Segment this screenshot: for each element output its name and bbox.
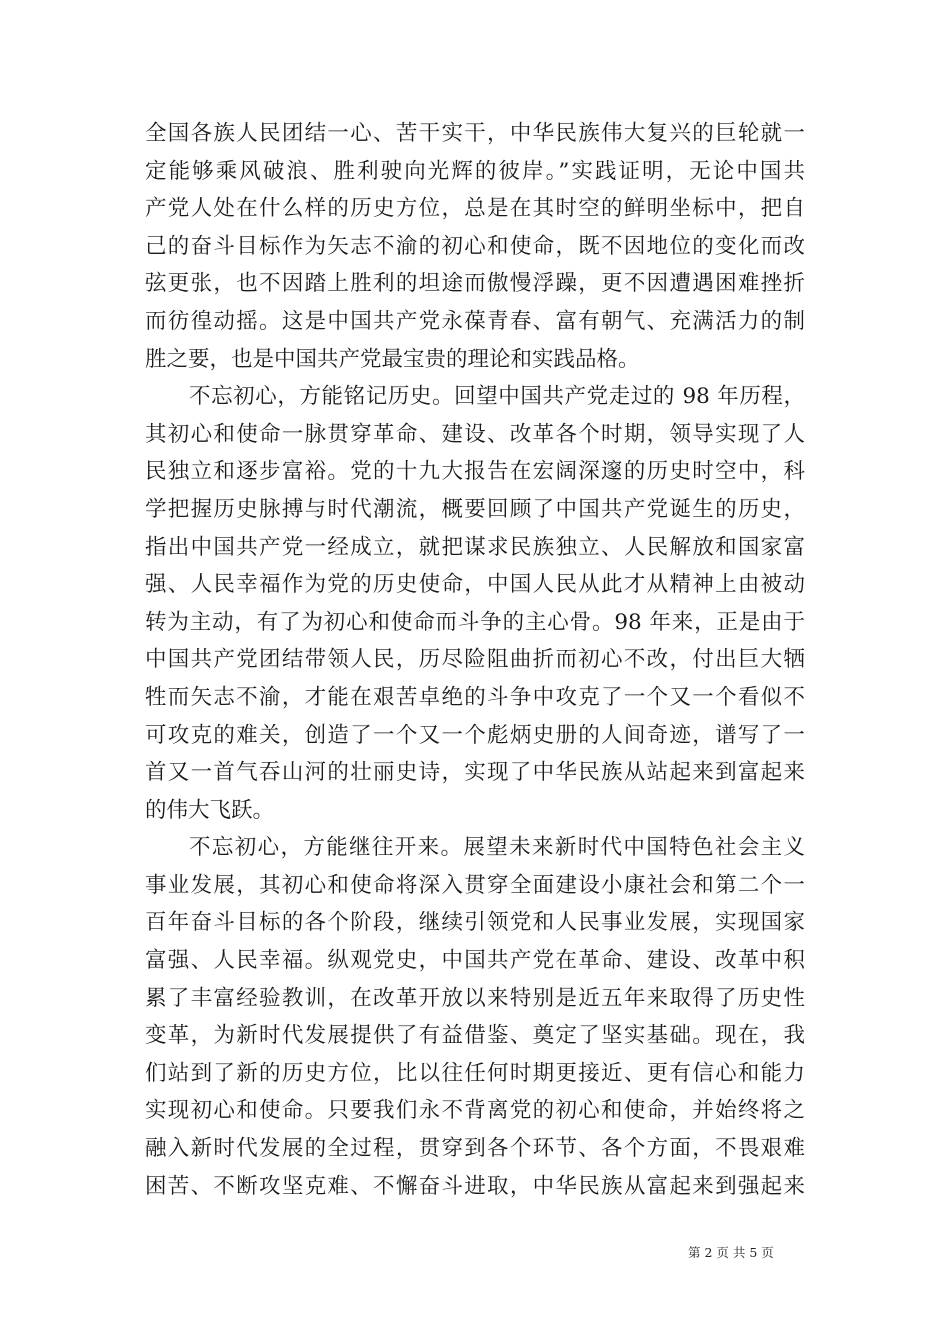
text-line: 强、人民幸福作为党的历史使命，中国人民从此才从精神上由被动 xyxy=(145,572,805,598)
text-line: 指出中国共产党一经成立，就把谋求民族独立、人民解放和国家富 xyxy=(145,534,805,560)
text-line: 民独立和逐步富裕。党的十九大报告在宏阔深邃的历史时空中，科 xyxy=(145,459,805,485)
text-line: 其初心和使命一脉贯穿革命、建设、改革各个时期，领导实现了人 xyxy=(145,421,805,447)
paragraph-2 xyxy=(145,378,805,829)
text-line: 不忘初心，方能继往开来。展望未来新时代中国特色社会主义 xyxy=(189,835,805,861)
text-line: 学把握历史脉搏与时代潮流，概要回顾了中国共产党诞生的历史， xyxy=(145,496,805,522)
text-line: 融入新时代发展的全过程，贯穿到各个环节、各个方面，不畏艰难 xyxy=(145,1136,805,1162)
text-line: 累了丰富经验教训，在改革开放以来特别是近五年来取得了历史性 xyxy=(145,985,805,1011)
text-line: 困苦、不断攻坚克难、不懈奋斗进取，中华民族从富起来到强起来 xyxy=(145,1173,805,1199)
text-line: 胜之要，也是中国共产党最宝贵的理论和实践品格。 xyxy=(145,346,640,372)
text-line: 事业发展，其初心和使命将深入贯穿全面建设小康社会和第二个一 xyxy=(145,872,805,898)
text-line: 弦更张，也不因踏上胜利的坦途而傲慢浮躁，更不因遭遇困难挫折 xyxy=(145,271,805,297)
text-line: 富强、人民幸福。纵观党史，中国共产党在革命、建设、改革中积 xyxy=(145,948,805,974)
paragraph-3 xyxy=(145,829,805,1205)
text-line: 转为主动，有了为初心和使命而斗争的主心骨。98 年来，正是由于 xyxy=(145,609,805,635)
text-line: 百年奋斗目标的各个阶段，继续引领党和人民事业发展，实现国家 xyxy=(145,910,805,936)
text-line: 首又一首气吞山河的壮丽史诗，实现了中华民族从站起来到富起来 xyxy=(145,760,805,786)
text-line: 们站到了新的历史方位，比以往任何时期更接近、更有信心和能力 xyxy=(145,1060,805,1086)
text-line: 己的奋斗目标作为矢志不渝的初心和使命，既不因地位的变化而改 xyxy=(145,233,805,259)
paragraph-1 xyxy=(145,115,805,378)
text-line: 产党人处在什么样的历史方位，总是在其时空的鲜明坐标中，把自 xyxy=(145,196,805,222)
text-line: 可攻克的难关，创造了一个又一个彪炳史册的人间奇迹，谱写了一 xyxy=(145,722,805,748)
text-line: 全国各族人民团结一心、苦干实干，中华民族伟大复兴的巨轮就一 xyxy=(145,121,805,146)
page-number: 第 2 页 共 5 页 xyxy=(688,1245,774,1260)
text-line: 实现初心和使命。只要我们永不背离党的初心和使命，并始终将之 xyxy=(145,1098,805,1124)
text-line: 的伟大飞跃。 xyxy=(145,797,275,823)
text-line: 不忘初心，方能铭记历史。回望中国共产党走过的 98 年历程， xyxy=(189,384,805,410)
document-body xyxy=(145,115,805,1205)
text-line: 牲而矢志不渝，才能在艰苦卓绝的斗争中攻克了一个又一个看似不 xyxy=(145,684,805,710)
text-line: 定能够乘风破浪、胜利驶向光辉的彼岸。”实践证明，无论中国共 xyxy=(145,158,805,184)
text-line: 中国共产党团结带领人民，历尽险阻曲折而初心不改，付出巨大牺 xyxy=(145,647,805,673)
text-line: 变革，为新时代发展提供了有益借鉴、奠定了坚实基础。现在，我 xyxy=(145,1023,805,1049)
text-line: 而彷徨动摇。这是中国共产党永葆青春、富有朝气、充满活力的制 xyxy=(145,308,805,334)
